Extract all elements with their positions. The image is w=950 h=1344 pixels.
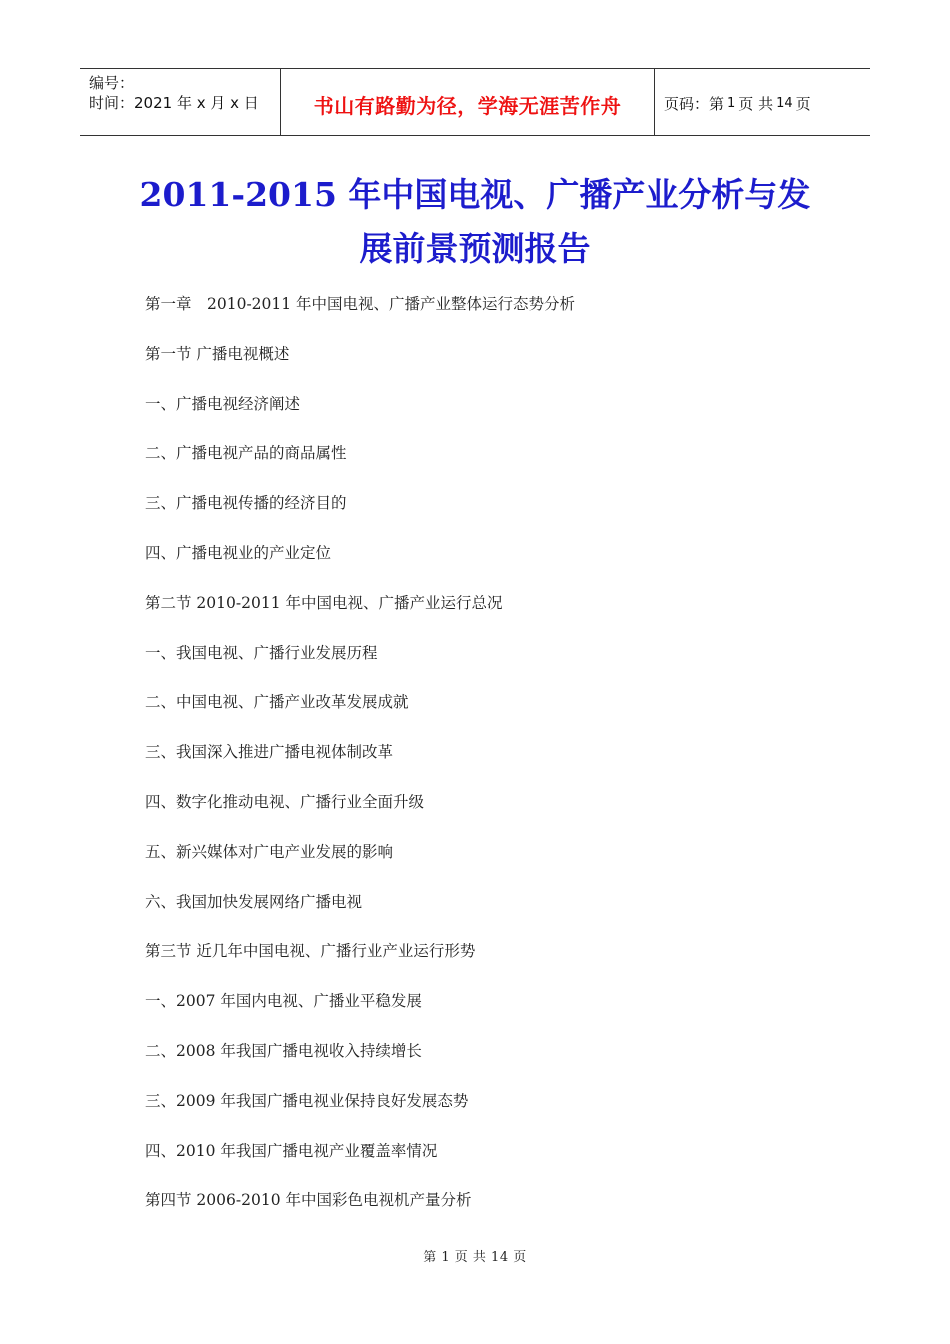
toc-entry: 三、广播电视传播的经济目的 [145,494,347,513]
toc-entry: 四、广播电视业的产业定位 [145,543,332,562]
toc-entry: 二、广播电视产品的商品属性 [145,444,347,463]
toc-entry: 第一章 2010-2011 年中国电视、广播产业整体运行态势分析 [145,295,576,313]
document-time-label: 时间：2021 年 x 月 x 日 [89,94,259,112]
header-meta-cell [80,69,281,135]
toc-entry: 第三节 近几年中国电视、广播行业产业运行形势 [145,942,476,961]
toc-entry: 六、我国加快发展网络广播电视 [145,892,363,911]
page-current: 1 [727,95,736,111]
page-mid: 页 共 [738,94,774,113]
table-of-contents [145,292,575,1238]
toc-entry: 一、广播电视经济阐述 [145,394,301,413]
page-suffix: 页 [795,94,811,113]
toc-entry: 一、我国电视、广播行业发展历程 [145,643,378,662]
toc-entry: 二、2008 年我国广播电视收入持续增长 [145,1041,422,1060]
toc-entry: 四、数字化推动电视、广播行业全面升级 [145,792,425,811]
document-number-label: 编号： [89,74,135,92]
header-table [80,68,870,136]
toc-entry: 三、2009 年我国广播电视业保持良好发展态势 [145,1091,469,1110]
toc-entry: 一、2007 年国内电视、广播业平稳发展 [145,992,422,1011]
header-page-cell [655,69,870,135]
header-motto-cell [281,69,655,135]
toc-entry: 第二节 2010-2011 年中国电视、广播产业运行总况 [145,593,503,612]
document-title-line-2: 展前景预测报告 [359,229,591,268]
motto-text: 书山有路勤为径，学海无涯苦作舟 [313,93,622,118]
toc-entry: 第一节 广播电视概述 [145,344,290,363]
document-title-line-1: 2011-2015 年中国电视、广播产业分析与发 [139,175,811,214]
toc-entry: 五、新兴媒体对广电产业发展的影响 [145,842,394,861]
document-title [80,168,870,276]
toc-entry: 二、中国电视、广播产业改革发展成就 [145,693,409,712]
page-total: 14 [776,95,793,111]
page-footer: 第 1 页 共 14 页 [423,1250,527,1265]
toc-entry: 三、我国深入推进广播电视体制改革 [145,743,394,762]
page-prefix: 页码：第 [664,94,725,113]
toc-entry: 第四节 2006-2010 年中国彩色电视机产量分析 [145,1191,472,1210]
toc-entry: 四、2010 年我国广播电视产业覆盖率情况 [145,1141,438,1160]
